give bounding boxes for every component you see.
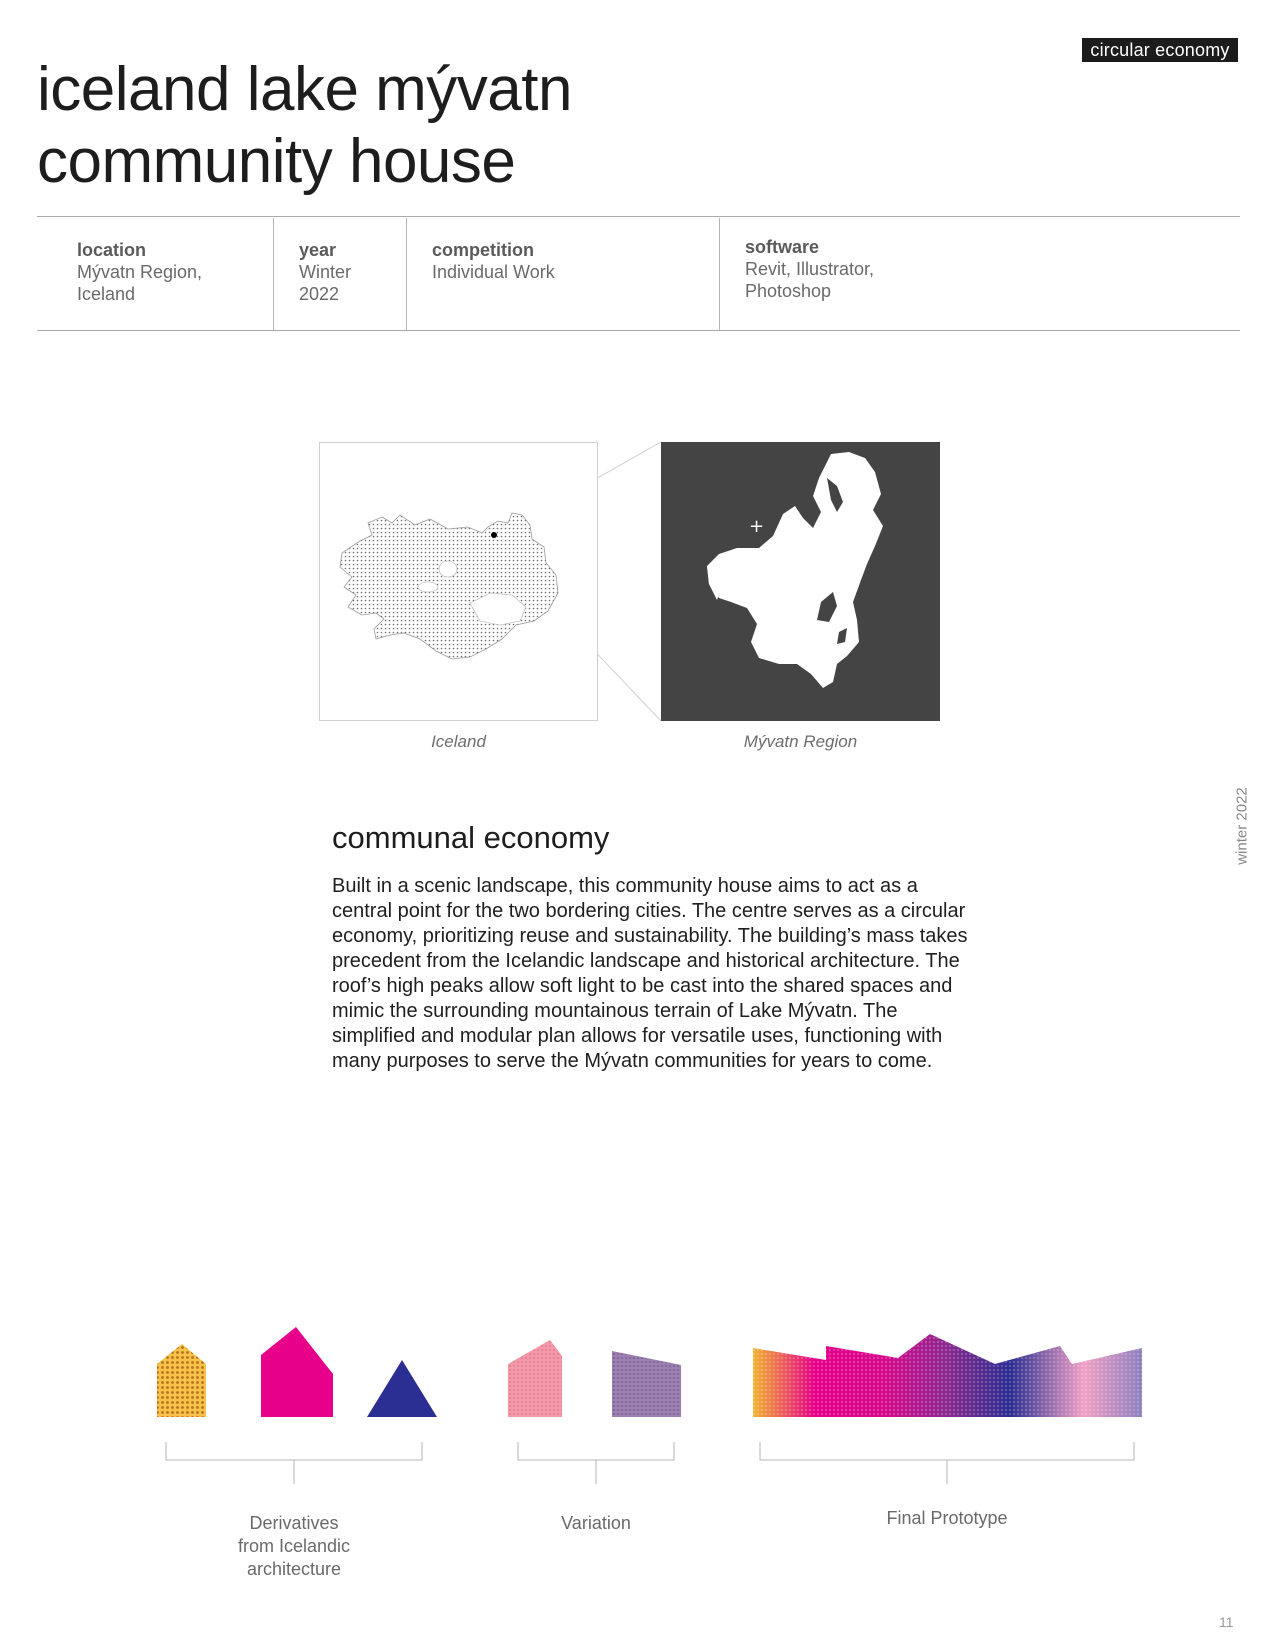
iceland-caption: Iceland [431, 732, 486, 751]
label-final-prototype: Final Prototype [886, 1508, 1008, 1528]
glacier-1 [439, 561, 457, 577]
bracket-final [760, 1442, 1134, 1484]
meta-value: Revit, Illustrator, Photoshop [745, 259, 875, 301]
iceland-map [320, 443, 597, 720]
site-marker [491, 532, 497, 538]
meta-label: competition [432, 240, 534, 260]
derivative-house-yellow [157, 1344, 206, 1417]
category-tag: circular economy [1082, 38, 1238, 62]
derivative-house-magenta [261, 1327, 333, 1417]
meta-label: software [745, 237, 820, 257]
iceland-landmass [340, 513, 558, 659]
bracket-variation [518, 1442, 674, 1484]
meta-label: year [299, 240, 337, 260]
title-line-2: community house [37, 127, 516, 196]
plus-icon: + [749, 516, 765, 537]
variation-house-pink [508, 1340, 562, 1417]
iceland-map-frame [319, 442, 598, 721]
side-label: winter 2022 [1233, 787, 1251, 865]
meta-value: Individual Work [432, 262, 555, 282]
bracket-derivatives [166, 1442, 422, 1484]
myvatn-land [707, 452, 883, 688]
form-diagrams [0, 1300, 1275, 1600]
myvatn-map-frame [661, 442, 940, 721]
section-body: Built in a scenic landscape, this community house aims to act as a central point for the two bordering cities. The centre serves as a circular economy, prioritizing reuse and sustainability. The building’s mass takes precedent from the Icelandic landscape and historical architecture. The roof’s high peaks allow soft light to be cast into the shared spaces and mimic the surrounding mountainous terrain of Lake Mývatn. The simplified and modular plan allows for versatile uses, functioning with many purposes to serve the Mývatn communities for years to come. [332, 875, 968, 1072]
myvatn-map [661, 442, 940, 721]
title-line-1: iceland lake mývatn [37, 55, 572, 124]
label-derivatives: Derivatives from Icelandic architecture [237, 1513, 351, 1579]
label-variation: Variation [561, 1513, 631, 1533]
meta-value: Mývatn Region, Iceland [77, 262, 203, 304]
glacier-2 [418, 582, 438, 592]
meta-value: Winter 2022 [299, 262, 352, 304]
section-heading: communal economy [332, 820, 610, 855]
meta-label: location [77, 240, 147, 260]
myvatn-caption: Mývatn Region [743, 732, 858, 751]
page-number: 11 [1219, 1614, 1234, 1630]
variation-block-lavender [612, 1351, 681, 1417]
derivative-triangle-navy [367, 1360, 437, 1417]
